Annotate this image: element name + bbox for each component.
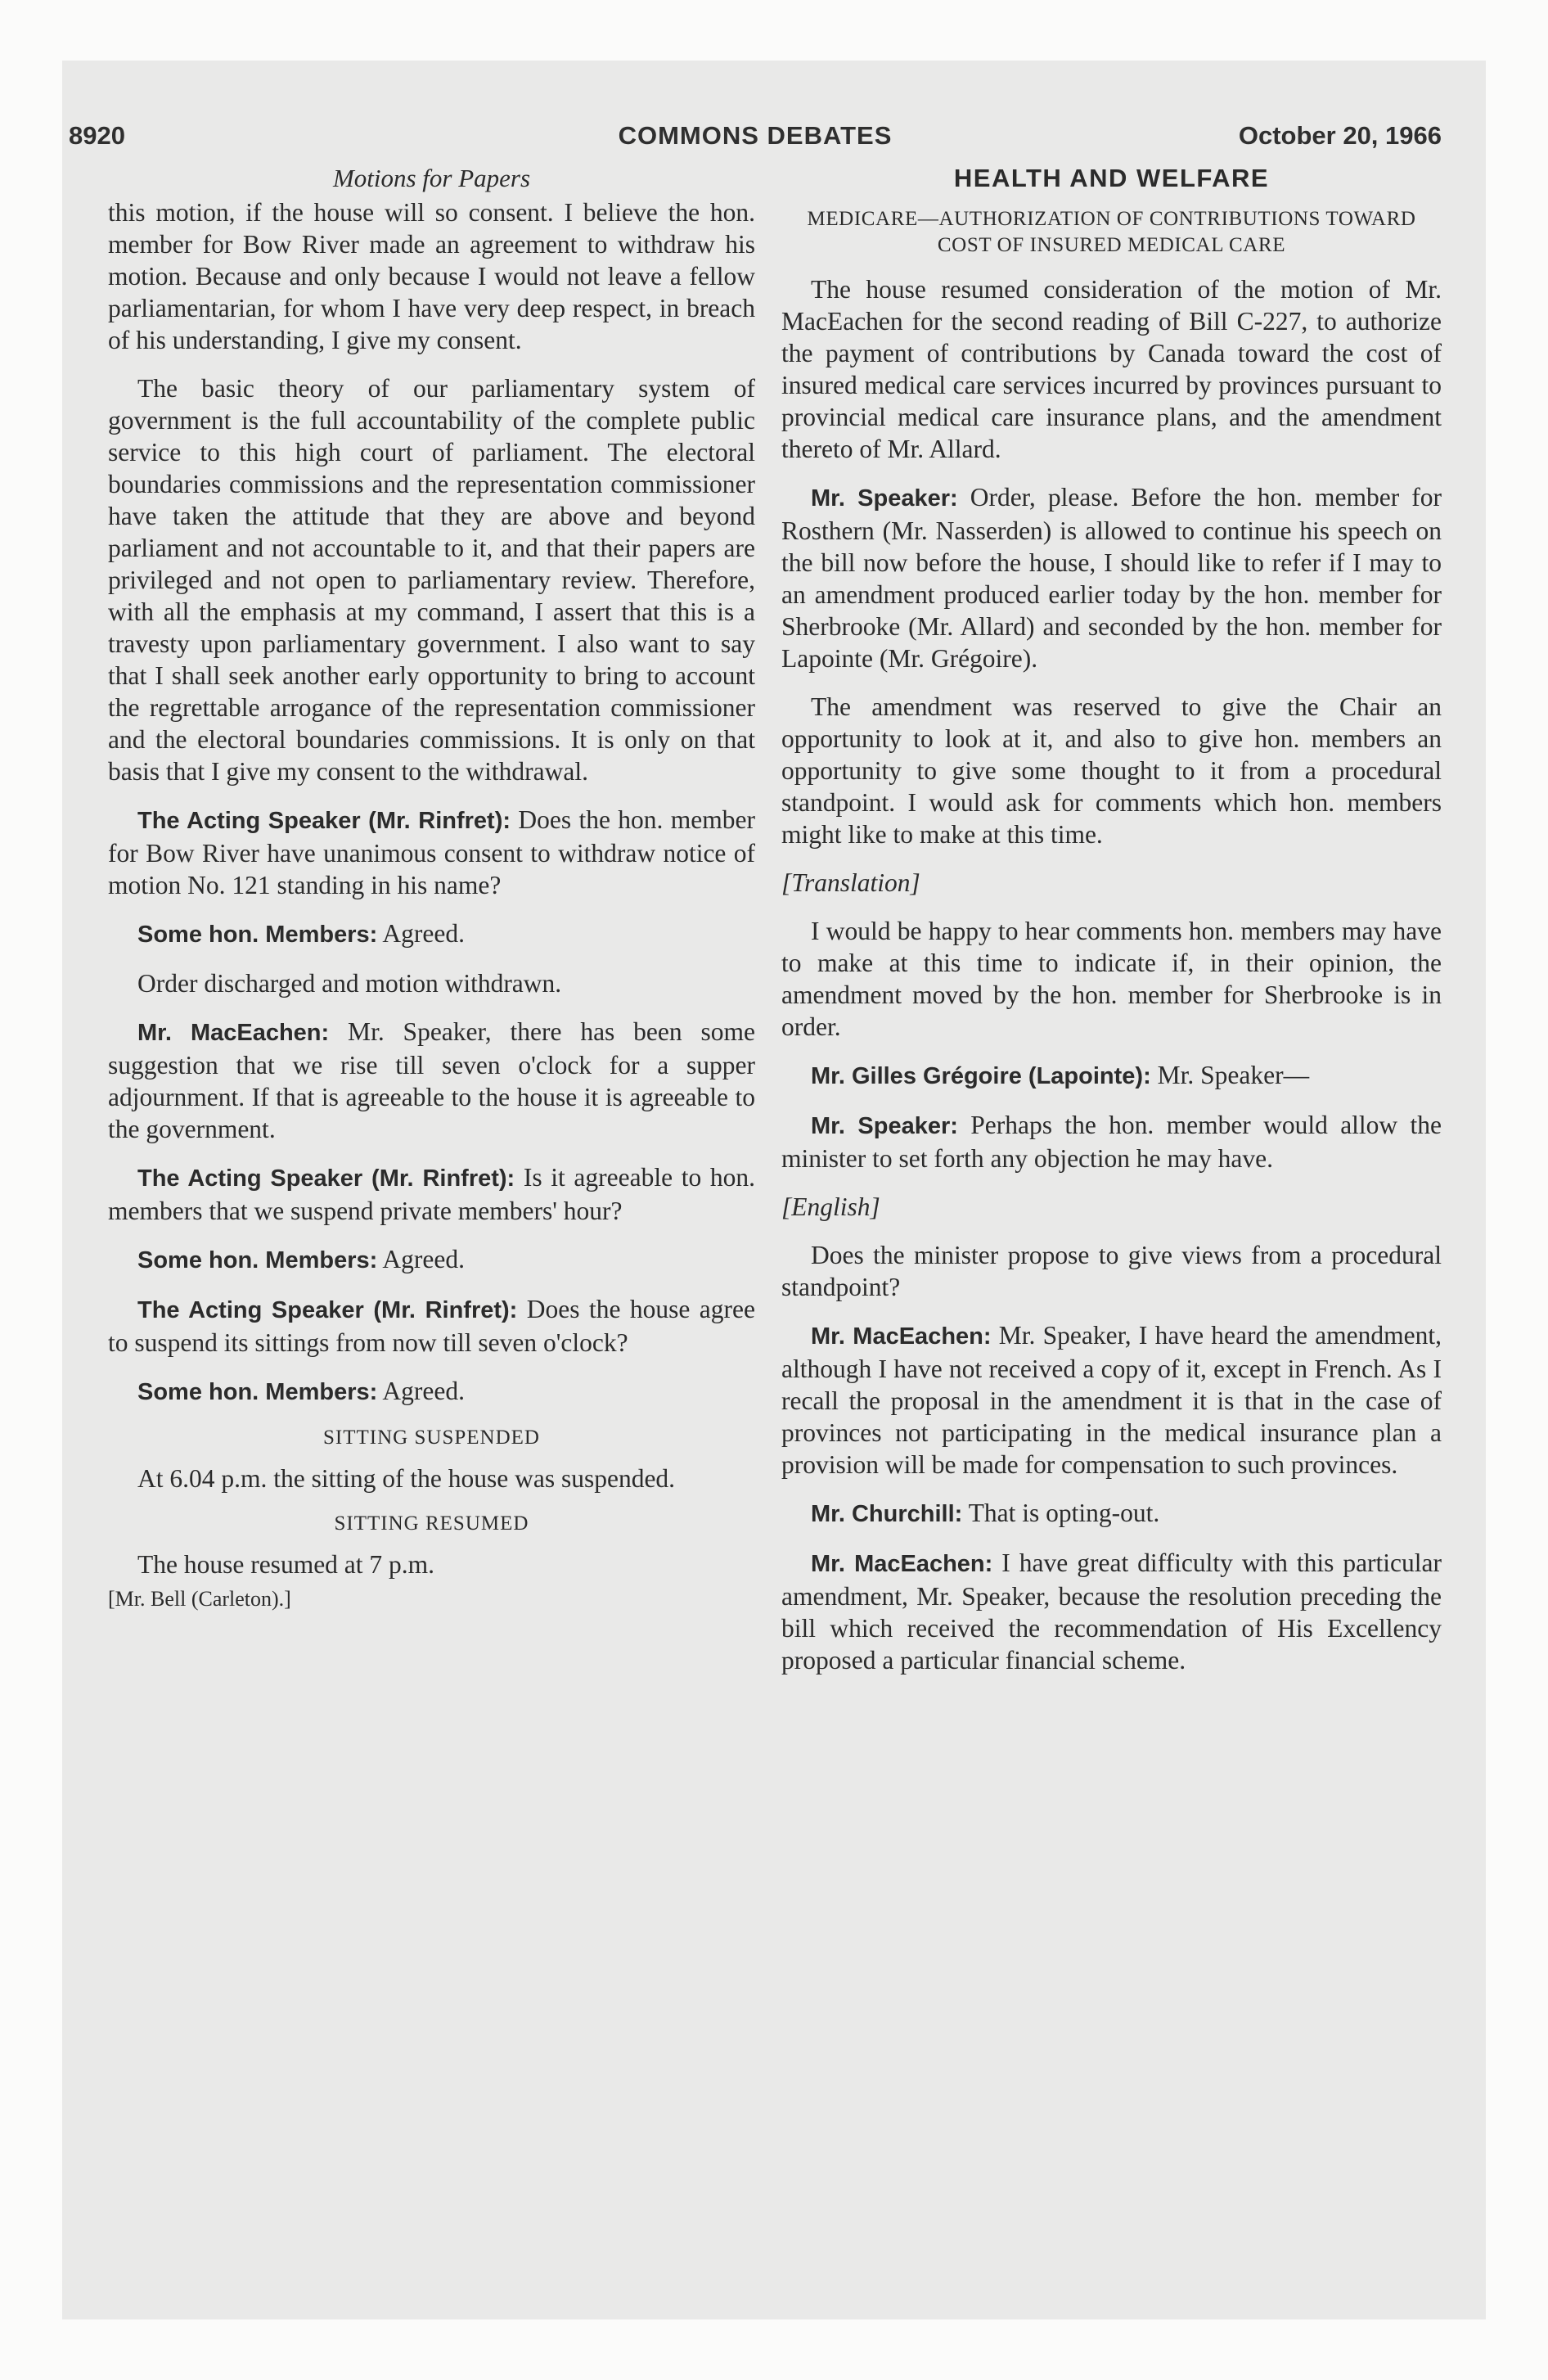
speaker-name: The Acting Speaker (Mr. Rinfret): <box>137 1165 515 1192</box>
paragraph: The house resumed consideration of the motion of Mr. MacEachen for the second reading of Bill C-227, to authorize the payment of contributions by Canada toward the cost of insured medical care services incurred by provinces pursuant to provincial medical care insurance plans, and the amendment thereto of Mr. Allard. <box>781 275 1442 463</box>
speaker-name: Some hon. Members: <box>137 1247 378 1273</box>
speech <box>108 1293 755 1359</box>
speech-text: Mr. Speaker, I have heard the amendment, although I have not received a copy of it, except in French. As I recall the proposal in the amendment it is that in the case of provinces not participating in the medical insurance plan a provision will be made for compensation to such provinces. <box>781 1321 1442 1479</box>
speaker-name: Mr. Churchill: <box>811 1501 963 1527</box>
paragraph: The basic theory of our parliamentary system of government is the full accountability of the complete public service to this high court of parliament. The electoral boundaries commissions and the representation commissioner have taken the attitude that they are above and beyond parliament and not accountable to it, and that their papers are privileged and not open to parliamentary review. Therefore, with all the emphasis at my command, I assert that this is a travesty upon parliamentary government. I also want to say that I shall seek another early opportunity to bring to account the regrettable arrogance of the representation commissioner and the electoral boundaries commissions. It is only on that basis that I give my consent to the withdrawal. <box>108 374 755 786</box>
publication-date: October 20, 1966 <box>1238 121 1442 150</box>
speaker-name: The Acting Speaker (Mr. Rinfret): <box>137 808 511 834</box>
sitting-resumed-heading: SITTING RESUMED <box>334 1512 529 1535</box>
speaker-name: Mr. MacEachen: <box>811 1551 993 1577</box>
running-head: Motions for Papers <box>332 164 531 192</box>
speech-text: I have great difficulty with this particular amendment, Mr. Speaker, because the resolution preceding the bill which received the recommendation of His Excellency proposed a particular financial scheme. <box>781 1548 1442 1675</box>
publication-title: COMMONS DEBATES <box>618 121 893 150</box>
speech <box>781 1497 1442 1530</box>
speech <box>108 917 755 951</box>
speaker-name: Mr. Speaker: <box>811 485 958 512</box>
speech <box>108 1375 755 1409</box>
paragraph: At 6.04 p.m. the sitting of the house was suspended. <box>137 1464 676 1493</box>
speaker-name: The Acting Speaker (Mr. Rinfret): <box>137 1297 518 1323</box>
speech-text: Does the house agree to suspend its sittings from now till seven o'clock? <box>108 1295 755 1357</box>
speaker-name: Mr. Gilles Grégoire (Lapointe): <box>811 1063 1151 1089</box>
translation-marker: [Translation] <box>781 868 920 897</box>
page-header <box>69 121 1442 157</box>
speech <box>781 481 1442 674</box>
speech-text: Agreed. <box>377 1245 465 1273</box>
speech-text: Is it agreeable to hon. members that we suspend private members' hour? <box>108 1163 755 1225</box>
page-number: 8920 <box>69 121 125 150</box>
speaker-name: Mr. MacEachen: <box>137 1020 330 1046</box>
speech-text: Agreed. <box>377 919 465 948</box>
speech-text: Does the hon. member for Bow River have unanimous consent to withdraw notice of motion No. 121 standing in his name? <box>108 805 755 899</box>
speech-text: Mr. Speaker, there has been some suggestion that we rise till seven o'clock for a supper adjournment. If that is agreeable to the house it is agreeable to the government. <box>108 1017 755 1143</box>
paragraph: I would be happy to hear comments hon. members may have to make at this time to indicate if, in their opinion, the amendment moved by the hon. member for Sherbrooke is in order. <box>781 917 1442 1041</box>
right-column <box>781 162 1442 1693</box>
speech <box>108 804 755 901</box>
speech <box>781 1547 1442 1676</box>
speech <box>781 1109 1442 1174</box>
speech-text: Agreed. <box>377 1377 465 1405</box>
section-subtitle: MEDICARE—AUTHORIZATION OF CONTRIBUTIONS TOWARD COST OF INSURED MEDICAL CARE <box>807 208 1416 256</box>
speech-text: Perhaps the hon. member would allow the minister to set forth any objection he may have. <box>781 1111 1442 1173</box>
speaker-name: Mr. MacEachen: <box>811 1323 992 1350</box>
speech <box>108 1016 755 1145</box>
speech-text: Order, please. Before the hon. member for Rosthern (Mr. Nasserden) is allowed to continue his speech on the bill now before the house, I should like to refer if I may to an amendment produced earlier today by the hon. member for Sherbrooke (Mr. Allard) and seconded by the hon. member for Lapointe (Mr. Grégoire). <box>781 483 1442 673</box>
paragraph: Does the minister propose to give views from a procedural standpoint? <box>781 1241 1442 1301</box>
speech-text: Mr. Speaker— <box>1150 1061 1310 1089</box>
speech <box>781 1319 1442 1481</box>
paragraph: Order discharged and motion withdrawn. <box>137 969 562 998</box>
speaker-name: Some hon. Members: <box>137 922 378 948</box>
speaker-name: Some hon. Members: <box>137 1379 378 1405</box>
english-marker: [English] <box>781 1192 880 1221</box>
left-column <box>108 162 755 1613</box>
paragraph: The house resumed at 7 p.m. <box>137 1550 435 1579</box>
paragraph: this motion, if the house will so consent. I believe the hon. member for Bow River made an agreement to withdraw his motion. Because and only because I would not leave a fellow parliamentarian, for whom I have very deep respect, in breach of his understanding, I give my consent. <box>108 198 755 354</box>
sitting-suspended-heading: SITTING SUSPENDED <box>323 1427 540 1449</box>
speech <box>108 1161 755 1227</box>
speech <box>781 1059 1442 1093</box>
speaker-note: [Mr. Bell (Carleton).] <box>108 1587 291 1611</box>
section-title: HEALTH AND WELFARE <box>953 164 1270 192</box>
speaker-name: Mr. Speaker: <box>811 1113 958 1139</box>
speech-text: That is opting-out. <box>962 1499 1160 1527</box>
paragraph: The amendment was reserved to give the Chair an opportunity to look at it, and also to give hon. members an opportunity to give some thought to it from a procedural standpoint. I would ask for comments which hon. members might like to make at this time. <box>781 692 1442 849</box>
speech <box>108 1243 755 1277</box>
